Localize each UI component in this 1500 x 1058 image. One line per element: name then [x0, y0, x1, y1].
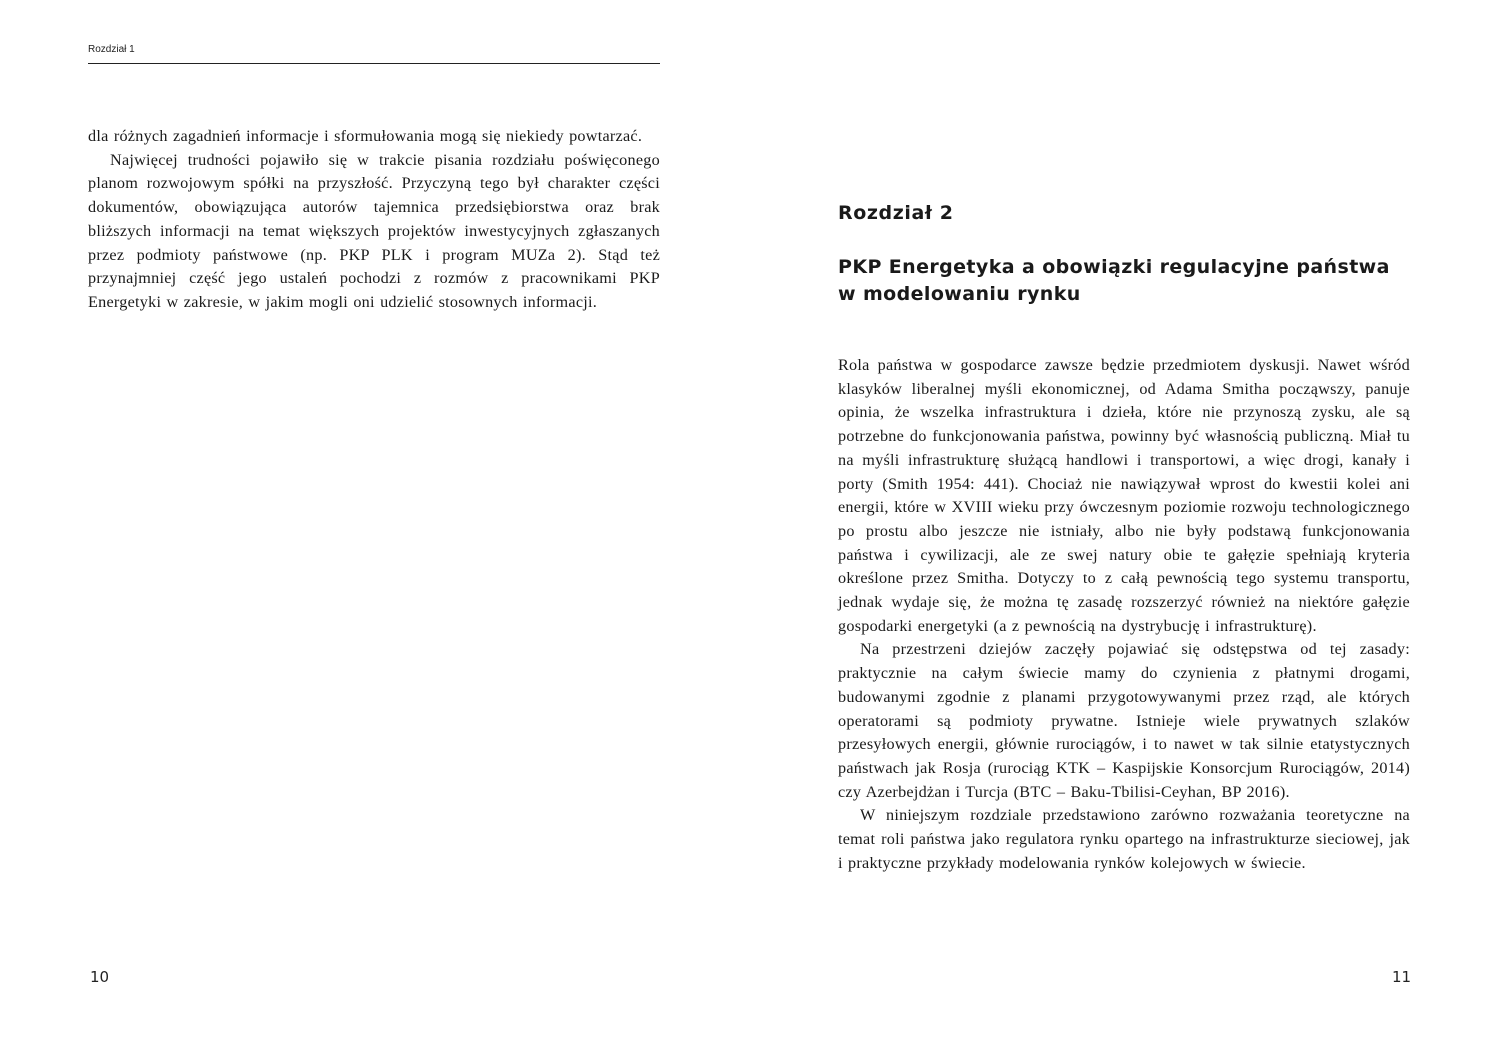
left-page-body	[88, 125, 660, 315]
body-paragraph: dla różnych zagadnień informacje i sformułowania mogą się niekiedy powtarzać.	[88, 127, 643, 145]
chapter-title-line: PKP Energetyka a obowiązki regulacyjne państwa	[838, 256, 1390, 278]
running-head: Rozdział 1	[88, 44, 135, 55]
right-page	[750, 0, 1500, 1058]
body-paragraph: W niniejszym rozdziale przedstawiono zarówno rozważania teoretyczne na temat roli państwa jako regulatora rynku opartego na infrastrukturze sieciowej, jak i praktyczne przykłady modelowania rynków kolejowych w świecie.	[838, 806, 1410, 872]
body-paragraph: Najwięcej trudności pojawiło się w trakcie pisania rozdziału poświęconego planom rozwojowym spółki na przyszłość. Przyczyną tego był charakter części dokumentów, obowiązująca autorów tajemnica przedsiębiorstwa oraz brak bliższych informacji na temat większych projektów inwestycyjnych zgłaszanych przez podmioty państwowe (np. PKP PLK i program MUZa 2). Stąd też przynajmniej część jego ustaleń pochodzi z rozmów z pracownikami PKP Energetyki w zakresie, w jakim mogli oni udzielić stosownych informacji.	[88, 150, 660, 311]
header-rule	[88, 63, 660, 64]
page-number: 11	[1392, 968, 1412, 986]
chapter-label: Rozdział 2	[838, 202, 954, 224]
chapter-title-line: w modelowaniu rynku	[838, 283, 1081, 305]
body-paragraph: Rola państwa w gospodarce zawsze będzie przedmiotem dyskusji. Nawet wśród klasyków liberalnej myśli ekonomicznej, od Adama Smitha począwszy, panuje opinia, że wszelka infrastruktura i dzieła, które nie przynoszą zysku, ale są potrzebne do funkcjonowania państwa, powinny być własnością publiczną. Miał tu na myśli infrastrukturę służącą handlowi i transportowi, a więc drogi, kanały i porty (Smith 1954: 441). Chociaż nie nawiązywał wprost do kwestii kolei ani energii, które w XVIII wieku przy ówczesnym poziomie rozwoju technologicznego po prostu albo jeszcze nie istniały, albo nie były podstawą funkcjonowania państwa i cywilizacji, ale ze swej natury obie te gałęzie spełniają kryteria określone przez Smitha. Dotyczy to z całą pewnością tego systemu transportu, jednak wydaje się, że można tę zasadę rozszerzyć również na niektóre gałęzie gospodarki energetyki (a z pewnością na dystrybucję i infrastrukturę).	[838, 356, 1410, 635]
chapter-title	[838, 254, 1398, 308]
body-paragraph: Na przestrzeni dziejów zaczęły pojawiać się odstępstwa od tej zasady: praktycznie na całym świecie mamy do czynienia z płatnymi drogami, budowanymi zgodnie z planami przygotowywanymi przez rząd, ale których operatorami są podmioty prywatne. Istnieje wiele prywatnych szlaków przesyłowych energii, głównie rurociągów, i to nawet w tak silnie etatystycznych państwach jak Rosja (rurociąg KTK – Kaspijskie Konsorcjum Rurociągów, 2014) czy Azerbejdżan i Turcja (BTC – Baku-Tbilisi-Ceyhan, BP 2016).	[838, 640, 1410, 801]
page-number: 10	[90, 968, 110, 986]
right-page-body	[838, 354, 1410, 875]
